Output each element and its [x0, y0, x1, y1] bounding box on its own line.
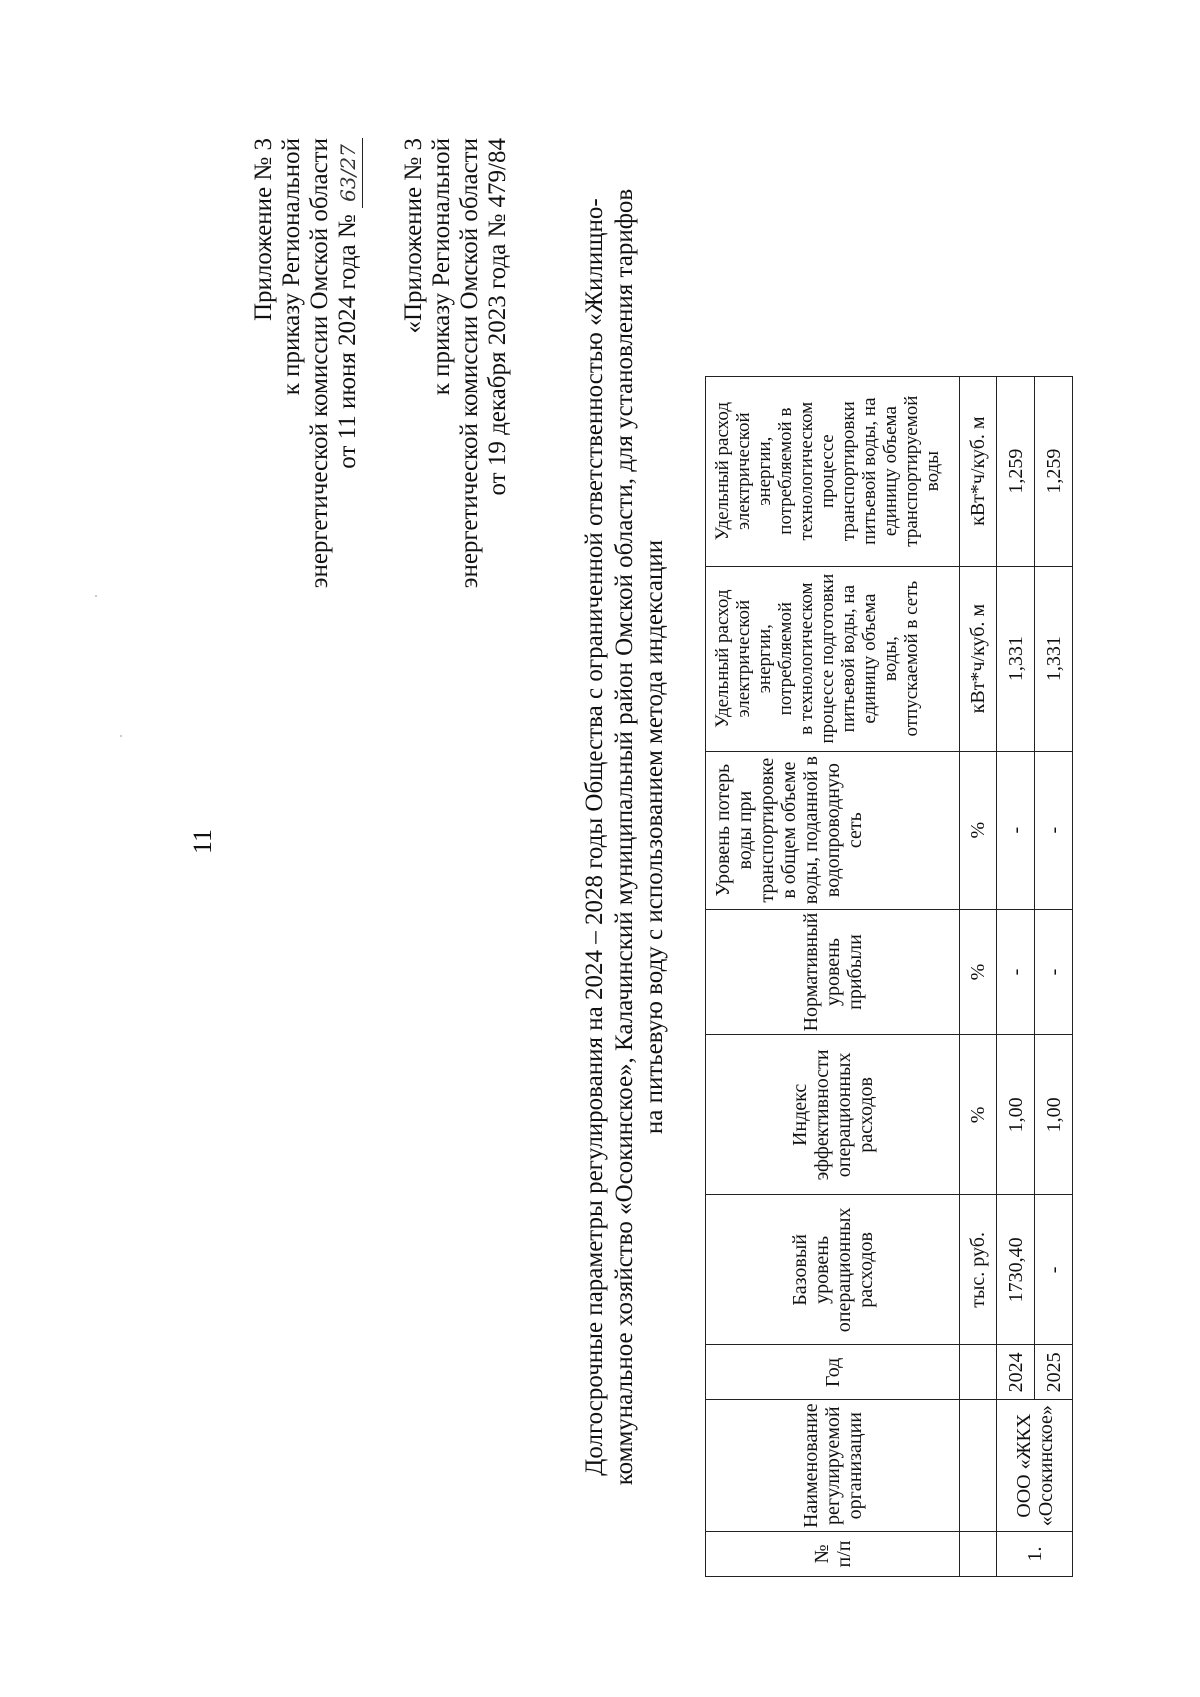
scan-speck: [120, 735, 122, 737]
table-header-row: [706, 376, 960, 1576]
row-num: 1.: [997, 1532, 1073, 1577]
units-base-opex: тыс. руб.: [960, 1195, 997, 1345]
order-number-handwritten: 63/27: [336, 144, 360, 202]
row-electricity-preparation: 1,331: [997, 566, 1035, 751]
header-electricity-transport: Удельный расход электрической энергии, потребляемой в технологическом процессе транспортировки питьевой воды, на единицу объема транспортируемой воды: [706, 376, 960, 566]
header-electricity-preparation: Удельный расход электрической энергии, потребляемой в технологическом процессе подготовки питьевой воды, на единицу объема воды, отпускаемой в сеть: [706, 566, 960, 751]
row-year: 2024: [997, 1345, 1035, 1400]
units-water-losses: %: [960, 751, 997, 909]
units-year: [960, 1345, 997, 1400]
order-number-field: [334, 138, 363, 208]
row-water-losses: -: [1035, 751, 1073, 909]
table-row: [1035, 376, 1073, 1576]
header-efficiency-index: Индекс эффективности операционных расходов: [706, 1035, 960, 1195]
row-water-losses: -: [997, 751, 1035, 909]
row-base-opex: -: [1035, 1195, 1073, 1345]
org-name-line-1: ООО «ЖКХ: [1012, 1413, 1035, 1518]
row-org-name: [997, 1400, 1073, 1532]
units-electricity-transport: кВт*ч/куб. м: [960, 376, 997, 566]
row-electricity-preparation: 1,331: [1035, 566, 1073, 751]
document-title: [580, 117, 670, 1557]
units-num: [960, 1532, 997, 1577]
units-profit-level: %: [960, 909, 997, 1035]
appendix-commission: энергетической комиссии Омской области: [306, 138, 333, 589]
prev-appendix-title: «Приложение № 3: [400, 138, 427, 334]
header-num: № п/п: [706, 1532, 960, 1577]
table-units-row: [960, 376, 997, 1576]
units-efficiency-index: %: [960, 1035, 997, 1195]
header-year: Год: [706, 1345, 960, 1400]
row-year: 2025: [1035, 1345, 1073, 1400]
row-efficiency-index: 1,00: [1035, 1035, 1073, 1195]
appendix-previous-block: [400, 138, 512, 588]
row-base-opex: 1730,40: [997, 1195, 1035, 1345]
row-profit-level: -: [1035, 909, 1073, 1035]
title-line-2: коммунальное хозяйство «Осокинское», Калачинский муниципальный район Омской области, для установления тарифов: [611, 188, 638, 1486]
prev-appendix-date: от 19 декабря 2023 года № 479/84: [484, 138, 511, 496]
appendix-date: от 11 июня 2024 года №: [334, 214, 361, 469]
appendix-title: Приложение № 3: [250, 138, 277, 322]
scan-speck: [95, 595, 97, 597]
prev-appendix-order-ref: к приказу Региональной: [428, 138, 455, 396]
appendix-order-ref: к приказу Региональной: [278, 138, 305, 396]
page-number: 11: [188, 828, 217, 854]
row-efficiency-index: 1,00: [997, 1035, 1035, 1195]
units-org: [960, 1400, 997, 1532]
header-water-losses: Уровень потерь воды при транспортировке в общем объеме воды, поданной в водопроводную сеть: [706, 751, 960, 909]
title-line-3: на питьевую воду с использованием метода индексации: [641, 539, 668, 1135]
prev-appendix-commission: энергетической комиссии Омской области: [456, 138, 483, 589]
appendix-current-block: [250, 138, 363, 588]
header-org: Наименование регулируемой организации: [706, 1400, 960, 1532]
header-base-opex: Базовый уровень операционных расходов: [706, 1195, 960, 1345]
row-electricity-transport: 1,259: [997, 376, 1035, 566]
row-electricity-transport: 1,259: [1035, 376, 1073, 566]
appendix-date-line: [334, 138, 363, 588]
parameters-table: [705, 376, 1073, 1577]
header-profit-level: Нормативный уровень прибыли: [706, 909, 960, 1035]
org-name-line-2: «Осокинское»: [1034, 1405, 1057, 1527]
table-row: [997, 376, 1035, 1576]
title-line-1: Долгосрочные параметры регулирования на 2024 – 2028 годы Общества с ограниченной ответственностью «Жилищно-: [581, 198, 608, 1476]
units-electricity-preparation: кВт*ч/куб. м: [960, 566, 997, 751]
row-profit-level: -: [997, 909, 1035, 1035]
